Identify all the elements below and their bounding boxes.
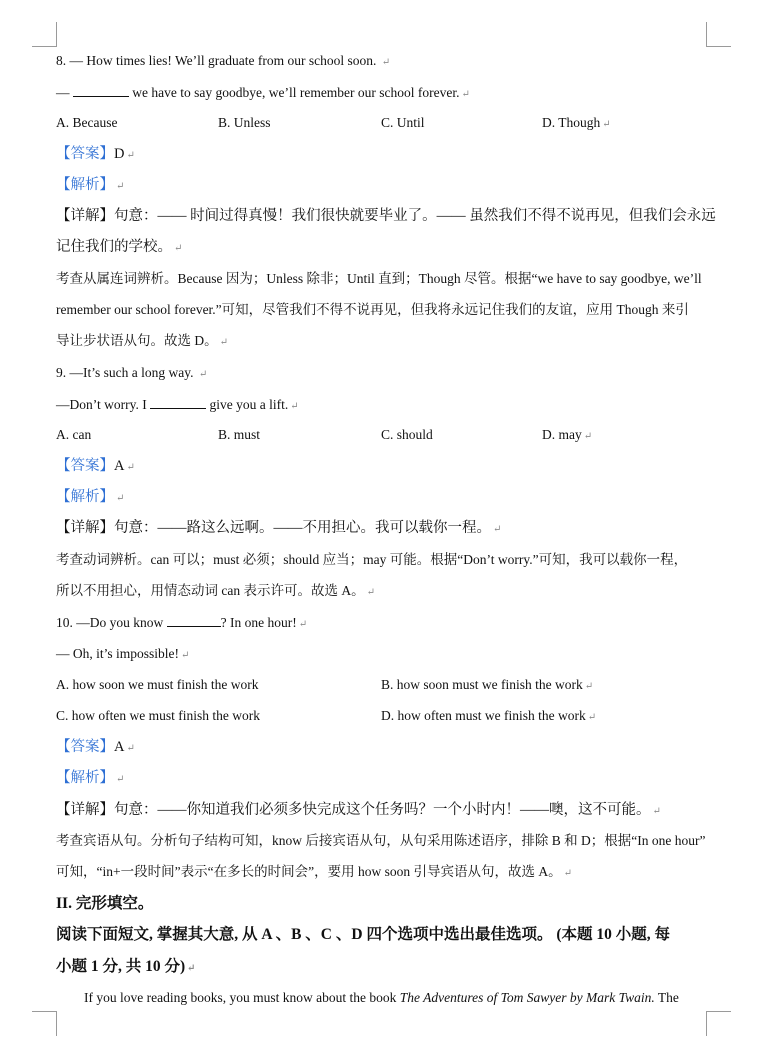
q8-answer: 【答案】D ↵ — [56, 146, 135, 162]
option-d: D. how often must we finish the work ↵ — [381, 708, 597, 723]
q8-detail-1: 【详解】句意：—— 时间过得真慢！我们很快就要毕业了。—— 虽然我们不得不说再见，但我们会永远 — [56, 208, 716, 224]
crop-mark-top-right — [706, 22, 731, 47]
option-b: B. how soon must we finish the work ↵ — [381, 677, 594, 692]
q9-detail-1: 【详解】句意：——路这么远啊。——不用担心。我可以载你一程。 ↵ — [56, 520, 502, 536]
q8-explanation-2: remember our school forever.”可知，尽管我们不得不说再见，但我将永远记住我们的友谊，应用 Though 来引 — [56, 302, 689, 317]
q8-explanation-3: 导让步状语从句。故选 D。 ↵ — [56, 333, 229, 348]
q10-answer: 【答案】A ↵ — [56, 739, 135, 755]
q10-explanation-2: 可知，“in+一段时间”表示“在多长的时间会”，要用 how soon 引导宾语从句，故选 A。 ↵ — [56, 864, 572, 879]
q8-line-2: — we have to say goodbye, we’ll remember our school forever. ↵ — [56, 82, 710, 105]
option-c: C. should — [381, 427, 433, 442]
answer-blank — [150, 394, 206, 409]
book-title: The Adventures of Tom Sawyer by Mark Twain. — [399, 990, 655, 1005]
q10-explanation-1: 考查宾语从句。分析句子结构可知，know 后接宾语从句，从句采用陈述语序，排除 B 和 D；根据“In one hour” — [56, 833, 706, 848]
section-instructions-1: 阅读下面短文, 掌握其大意, 从 A 、B 、C 、D 四个选项中选出最佳选项。 (本题 10 小题, 每 — [56, 926, 670, 943]
answer-tag: 【答案】 — [56, 739, 114, 755]
detail-tag: 【详解】 — [56, 520, 114, 536]
option-a: A. can — [56, 427, 92, 442]
q9-answer: 【答案】A ↵ — [56, 458, 135, 474]
q9-explanation-1: 考查动词辨析。can 可以；must 必须；should 应当；may 可能。根据“Don’t worry.”可知，我可以载你一程， — [56, 552, 688, 567]
paragraph-mark-icon: ↵ — [381, 57, 391, 68]
option-d: D. may ↵ — [542, 427, 593, 442]
q8-analysis: 【解析】 ↵ — [56, 177, 125, 193]
section-title: II. 完形填空。 — [56, 895, 154, 912]
q10-line-1: 10. —Do you know ? In one hour! ↵ — [56, 612, 710, 635]
q10-detail-1: 【详解】句意：——你知道我们必须多快完成这个任务吗？一个小时内！——噢，这不可能。 ↵ — [56, 802, 661, 818]
q10-line-2: — Oh, it’s impossible! ↵ — [56, 646, 190, 661]
option-b: B. Unless — [218, 115, 271, 130]
option-a: A. how soon we must finish the work — [56, 677, 259, 692]
q9-line-1: 9. —It’s such a long way. ↵ — [56, 365, 208, 380]
q8-explanation-1: 考查从属连词辨析。Because 因为；Unless 除非；Until 直到；Though 尽管。根据“we have to say goodbye, we’ll — [56, 271, 702, 286]
q9-analysis: 【解析】 ↵ — [56, 489, 125, 505]
q9-line-2: —Don’t worry. I give you a lift. ↵ — [56, 394, 710, 417]
q8-line-1: 8. — How times lies! We’ll graduate from our school soon. ↵ — [56, 53, 391, 68]
option-a: A. Because — [56, 115, 118, 130]
q9-explanation-2: 所以不用担心，用情态动词 can 表示许可。故选 A。 ↵ — [56, 583, 375, 598]
answer-tag: 【答案】 — [56, 458, 114, 474]
answer-blank — [167, 612, 221, 627]
answer-blank — [73, 82, 129, 97]
paragraph-mark-icon: ↵ — [461, 89, 470, 100]
analysis-tag: 【解析】 — [56, 489, 114, 505]
option-c: C. how often we must finish the work — [56, 708, 260, 723]
option-d: D. Though ↵ — [542, 115, 611, 130]
option-c: C. Until — [381, 115, 425, 130]
analysis-tag: 【解析】 — [56, 177, 114, 193]
q8-detail-2: 记住我们的学校。 ↵ — [56, 239, 183, 255]
section-instructions-2: 小题 1 分, 共 10 分) ↵ — [56, 958, 196, 975]
answer-tag: 【答案】 — [56, 146, 114, 162]
analysis-tag: 【解析】 — [56, 770, 114, 786]
detail-tag: 【详解】 — [56, 208, 114, 224]
q10-analysis: 【解析】 ↵ — [56, 770, 125, 786]
detail-tag: 【详解】 — [56, 802, 114, 818]
crop-mark-bottom-right — [706, 1011, 731, 1036]
crop-mark-bottom-left — [32, 1011, 57, 1036]
passage-first-line: If you love reading books, you must know about the book The Adventures of Tom Sawyer by Mark Twain. The — [84, 990, 679, 1005]
crop-mark-top-left — [32, 22, 57, 47]
option-b: B. must — [218, 427, 261, 442]
